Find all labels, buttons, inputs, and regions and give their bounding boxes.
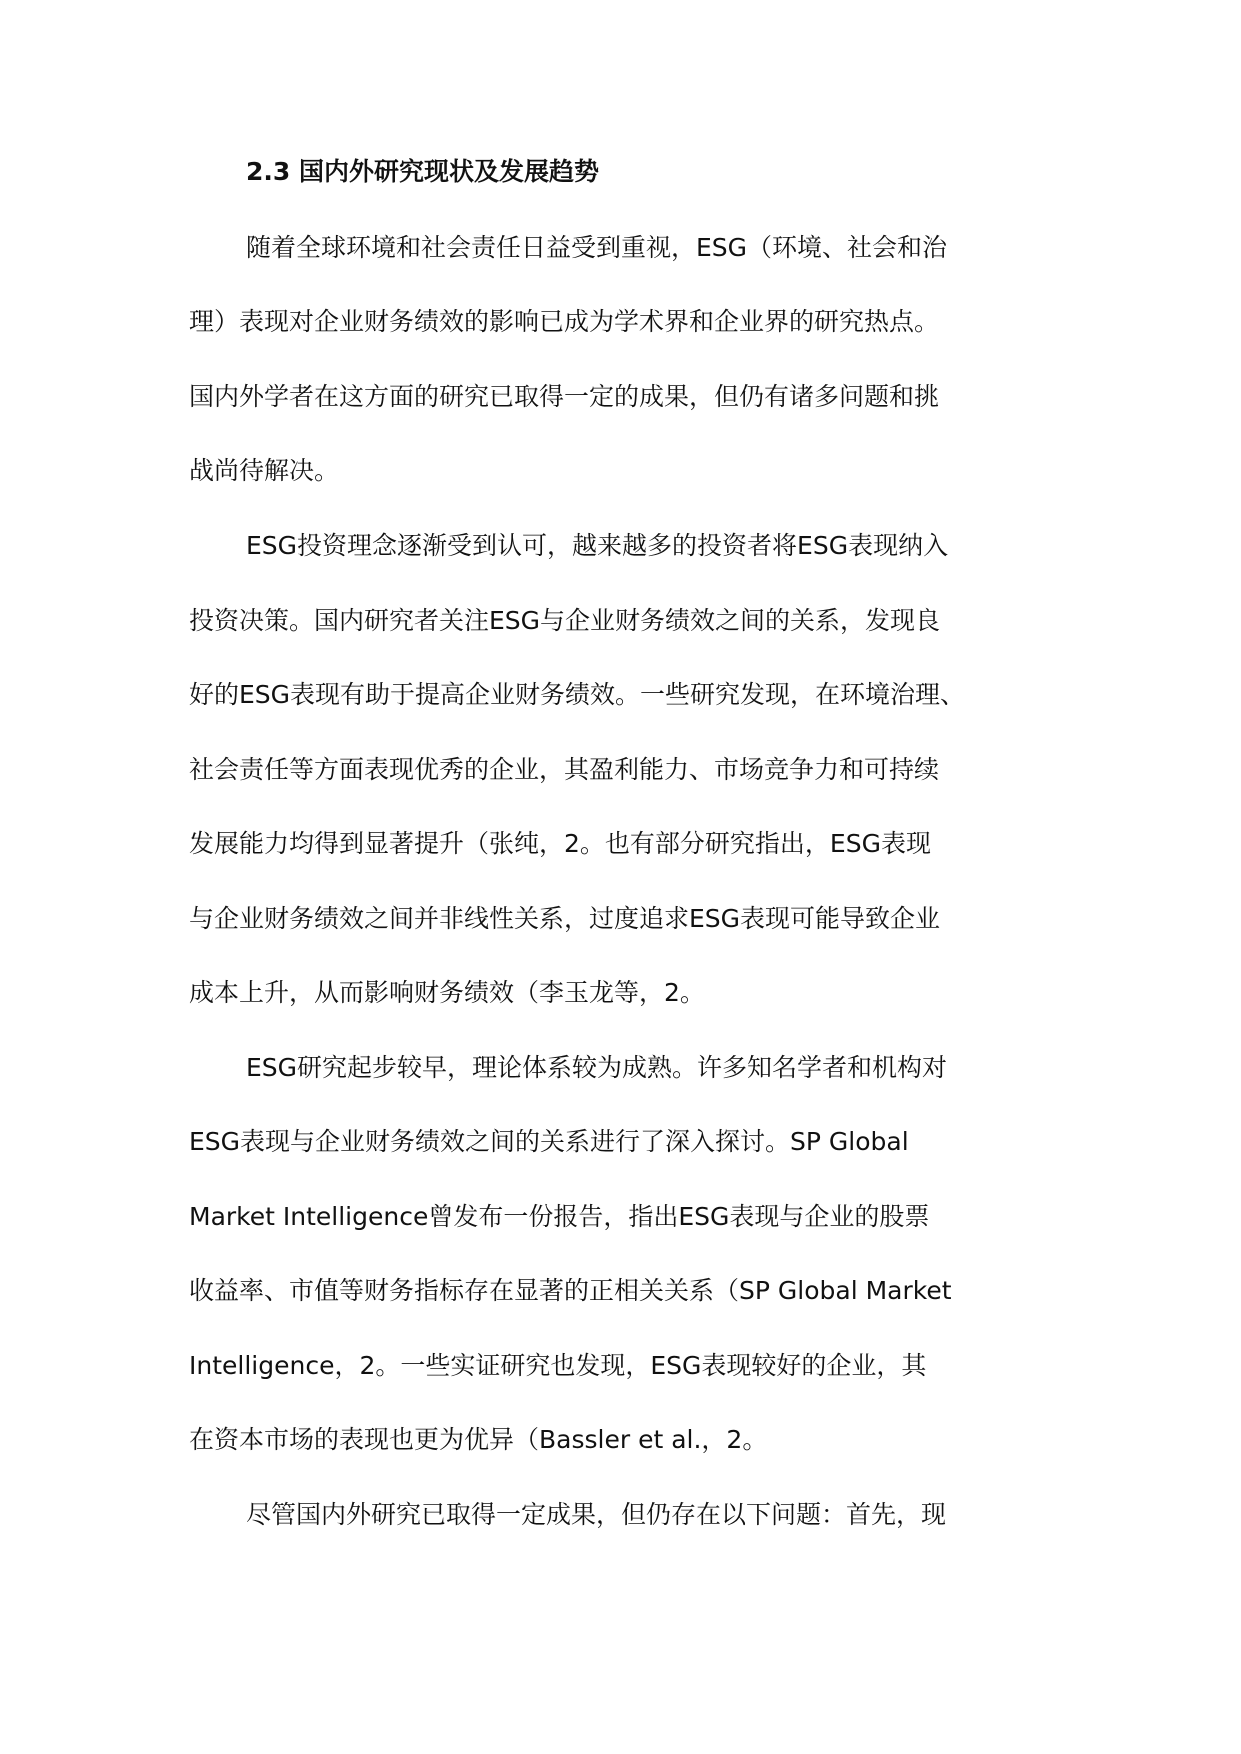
- paragraph-3-line-2: ESG表现与企业财务绩效之间的关系进行了深入探讨。SP Global: [189, 1127, 909, 1156]
- section-heading: 2.3 国内外研究现状及发展趋势: [246, 157, 599, 186]
- paragraph-2-line-7: 成本上升，从而影响财务绩效（李玉龙等，2。: [189, 978, 705, 1007]
- paragraph-2-line-5: 发展能力均得到显著提升（张纯，2。也有部分研究指出，ESG表现: [189, 829, 931, 858]
- paragraph-3-line-6: 在资本市场的表现也更为优异（Bassler et al.，2。: [189, 1425, 768, 1454]
- paragraph-1-line-4: 战尚待解决。: [189, 456, 340, 485]
- paragraph-1-line-2: 理）表现对企业财务绩效的影响已成为学术界和企业界的研究热点。: [189, 307, 940, 336]
- paragraph-3-line-4: 收益率、市值等财务指标存在显著的正相关关系（SP Global Market: [189, 1276, 952, 1305]
- paragraph-2-line-2: 投资决策。国内研究者关注ESG与企业财务绩效之间的关系，发现良: [189, 606, 941, 635]
- paragraph-2-line-4: 社会责任等方面表现优秀的企业，其盈利能力、市场竞争力和可持续: [189, 755, 940, 784]
- paragraph-1-line-3: 国内外学者在这方面的研究已取得一定的成果，但仍有诸多问题和挑: [189, 382, 940, 411]
- paragraph-3-line-3: Market Intelligence曾发布一份报告，指出ESG表现与企业的股票: [189, 1202, 930, 1231]
- paragraph-2-line-6: 与企业财务绩效之间并非线性关系，过度追求ESG表现可能导致企业: [189, 904, 941, 933]
- paragraph-3-line-5: Intelligence，2。一些实证研究也发现，ESG表现较好的企业，其: [189, 1351, 927, 1380]
- paragraph-2-line-1: ESG投资理念逐渐受到认可，越来越多的投资者将ESG表现纳入: [246, 531, 949, 560]
- paragraph-1-line-1: 随着全球环境和社会责任日益受到重视，ESG（环境、社会和治: [246, 233, 948, 262]
- paragraph-4-line-1: 尽管国内外研究已取得一定成果，但仍存在以下问题：首先，现: [246, 1500, 947, 1529]
- paragraph-2-line-3: 好的ESG表现有助于提高企业财务绩效。一些研究发现，在环境治理、: [189, 680, 966, 709]
- paragraph-3-line-1: ESG研究起步较早，理论体系较为成熟。许多知名学者和机构对: [246, 1053, 948, 1082]
